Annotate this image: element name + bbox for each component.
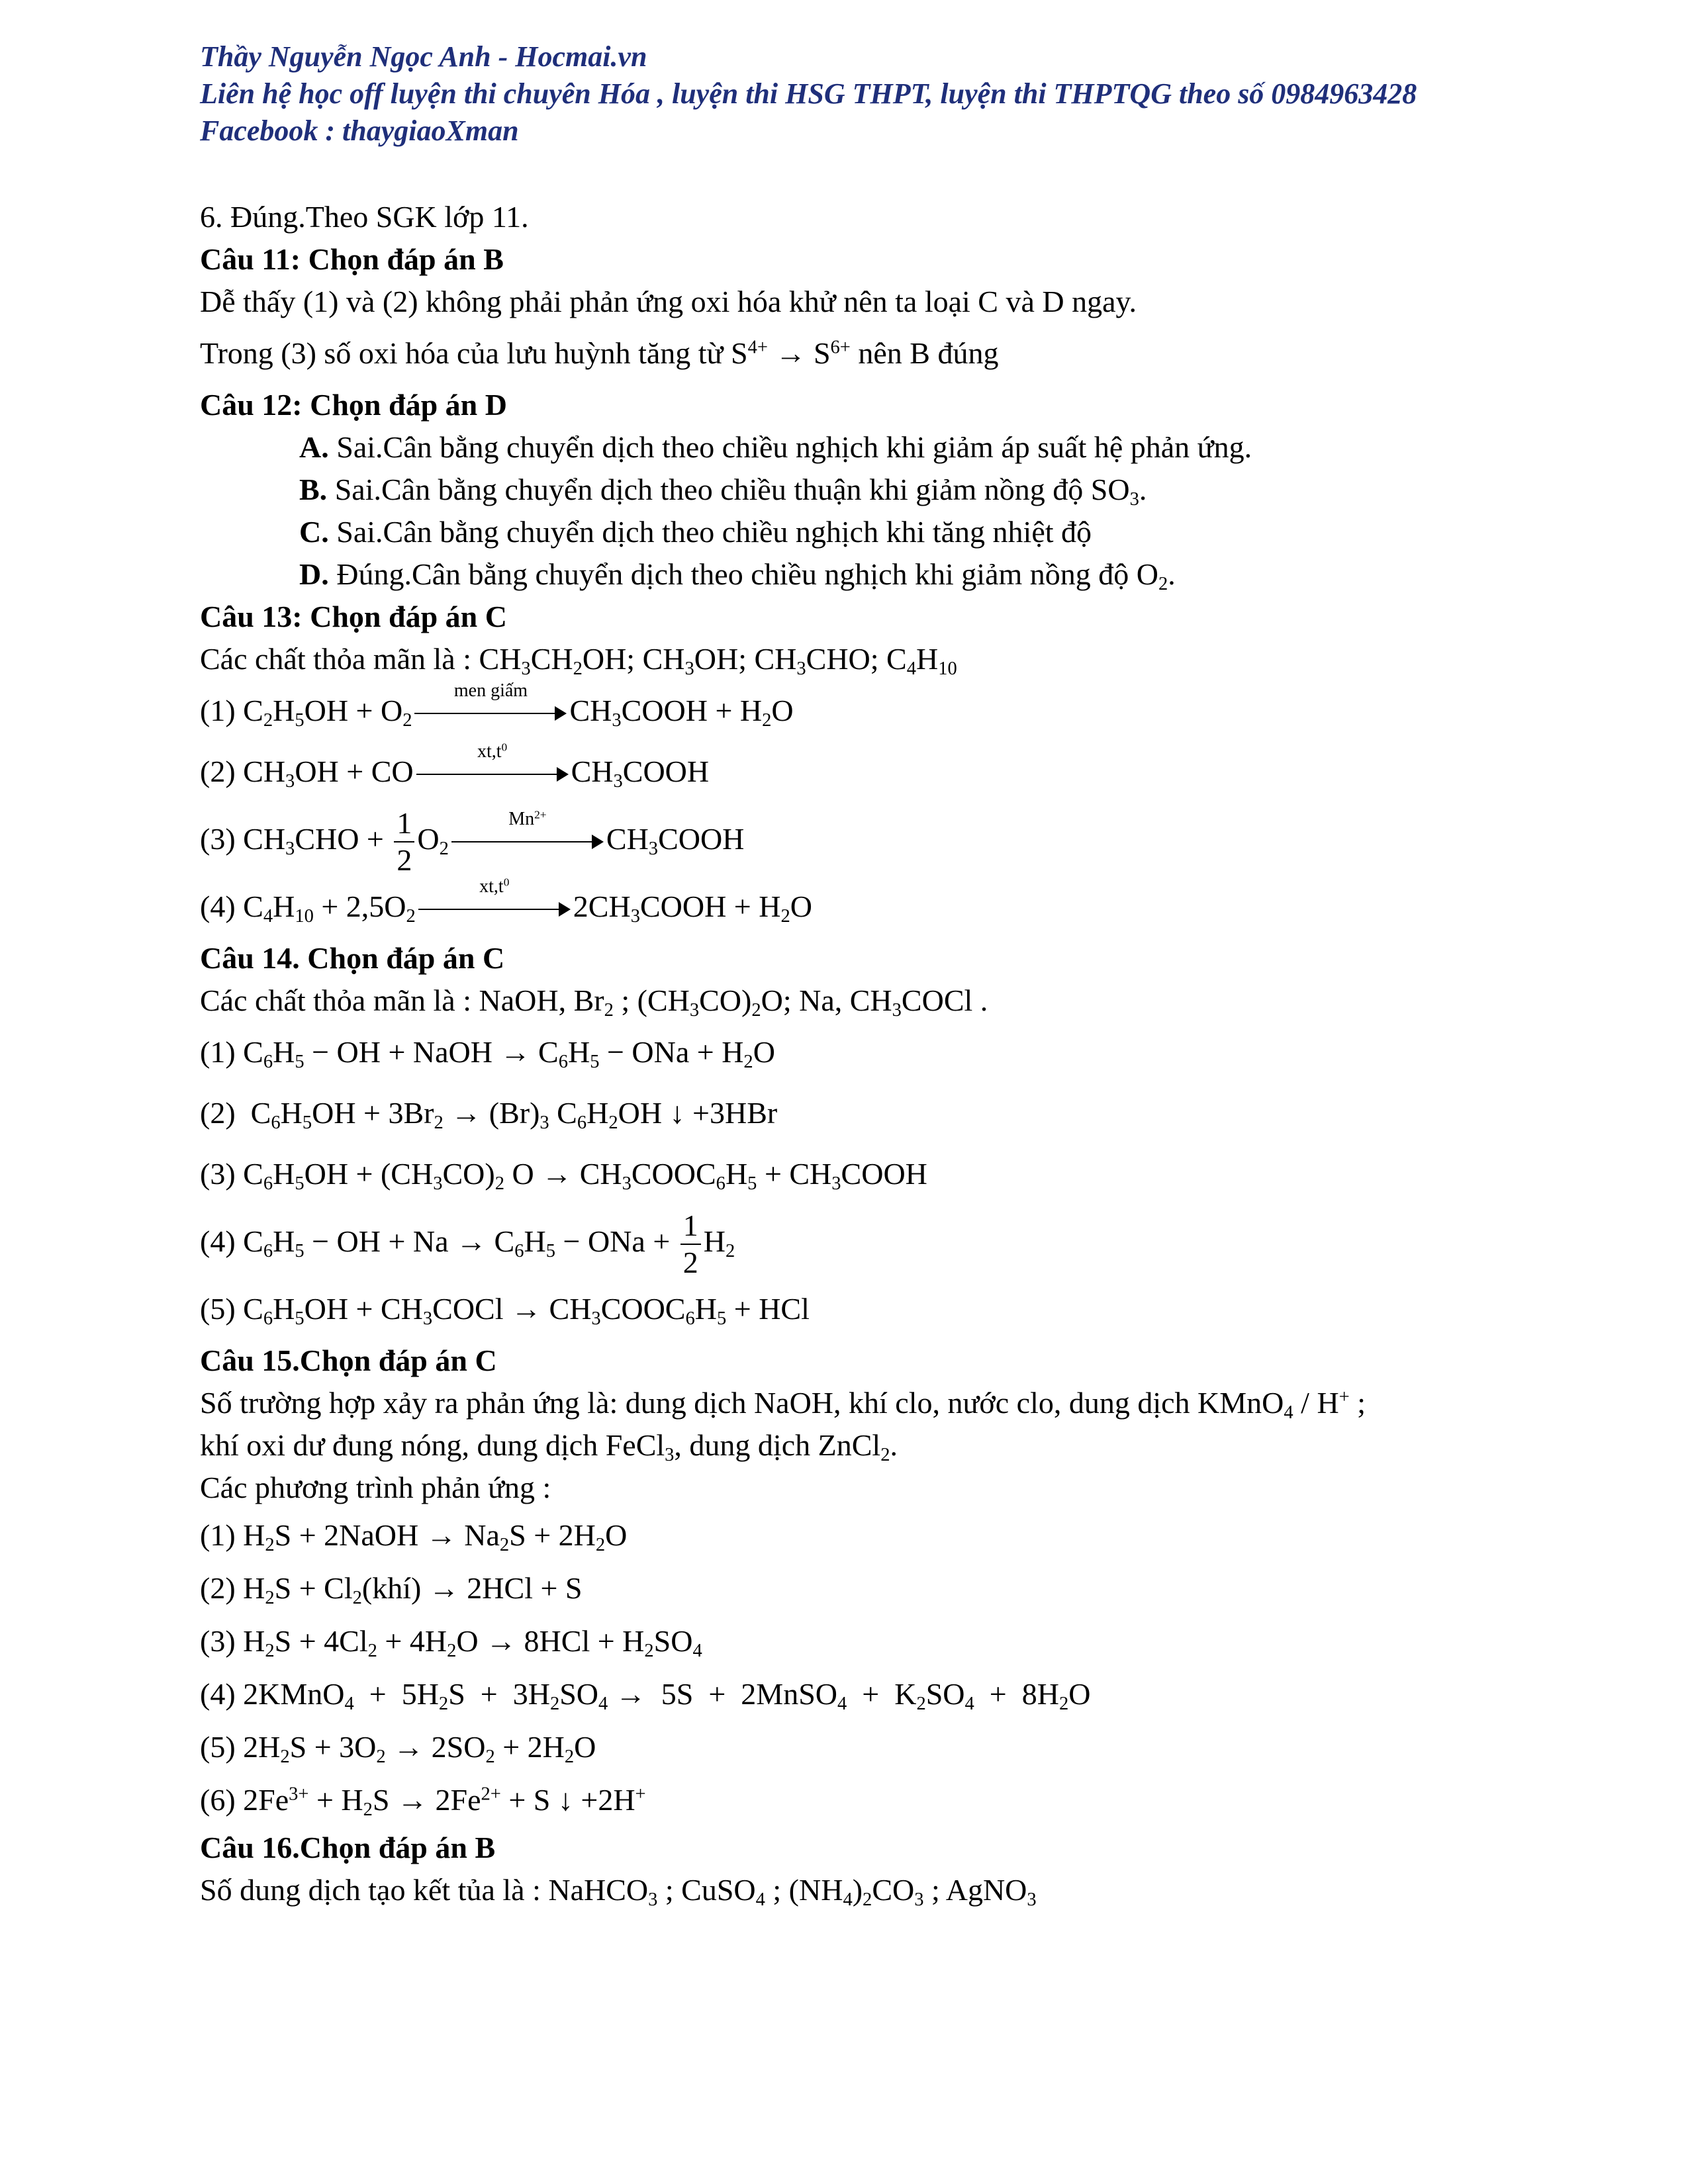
- q11-line2: Trong (3) số oxi hóa của lưu huỳnh tăng từ $S^{4+} \to S^{6+}$ nên B đúng: [200, 336, 999, 370]
- arrow-label: men giấm: [453, 680, 528, 701]
- q14-intro: Các chất thỏa mãn là : NaOH, $Br_2$ ; $(CH_3CO)_2O$; Na, $CH_3COCl$ .: [200, 983, 988, 1021]
- q12-b-label: B.: [299, 473, 328, 506]
- arrow-label: xt,t: [479, 876, 504, 897]
- q15-reaction-6: (6) $2Fe^{3+} + H_2S \to 2Fe^{2+} + S$ ↓ +2H+: [200, 1783, 646, 1820]
- q15-line1: Số trường hợp xảy ra phản ứng là: dung dịch NaOH, khí clo, nước clo, dung dịch KMnO$_4$ / H+ ;: [200, 1386, 1366, 1423]
- reaction-arrow: $xt,t^0$: [416, 767, 569, 780]
- q15-reaction-5: (5) $2H_2S + 3O_2 \to 2SO_2 + 2H_2O$: [200, 1730, 596, 1767]
- fraction-half: $\frac{1}{2}$: [394, 808, 414, 876]
- q14-reaction-3: (3) $C_6H_5OH + (CH_3CO)_2$ $O \to CH_3COOC_6H_5$ + $CH_3COOH$: [200, 1157, 927, 1194]
- arrow-label: Mn: [508, 808, 535, 829]
- q12-a-text: Sai.Cân bằng chuyển dịch theo chiều nghịch khi giảm áp suất hệ phản ứng.: [336, 430, 1252, 464]
- q10-item-6: 6. Đúng.Theo SGK lớp 11.: [200, 200, 529, 234]
- q15-reaction-3: (3) $H_2S + 4Cl_2 + 4H_2O \to 8HCl + H_2SO_4$: [200, 1624, 702, 1661]
- q13-title: Câu 13: Chọn đáp án C: [200, 600, 507, 633]
- q13-reaction-2: (2) $CH_3OH$ + CO $xt,t^0$ $CH_3COOH$: [200, 741, 710, 792]
- q14-reaction-1: (1) $C_6H_5$ − OH + NaOH → $C_6H_5$ − ONa + $H_2O$: [200, 1035, 775, 1072]
- q15-reaction-2: (2) $H_2S$ + $Cl_2(khí) \to 2HCl + S$: [200, 1571, 583, 1608]
- fraction-half: $\frac{1}{2}$: [680, 1210, 701, 1278]
- reaction-arrow: [414, 680, 567, 719]
- q12-a-label: A.: [299, 430, 329, 464]
- q15-reaction-1: (1) $H_2S$ + 2NaOH → $Na_2S + 2H_2O$: [200, 1518, 628, 1555]
- q14-title: Câu 14. Chọn đáp án C: [200, 941, 505, 975]
- q14-reaction-5: (5) $C_6H_5OH$ + $CH_3COCl$ → $CH_3COOC_6H_5$ + HCl: [200, 1292, 810, 1329]
- q15-line2: khí oxi dư đung nóng, dung dịch FeCl$_3$, dung dịch ZnCl$_2$.: [200, 1428, 898, 1465]
- q11-line2-end: nên B đúng: [858, 336, 999, 370]
- q13-reaction-1: (1) $C_2H_5OH + O_2$ men giấm $CH_3COOH + H_2O$: [200, 680, 794, 731]
- q12-b-text: Sai.Cân bằng chuyển dịch theo chiều thuận khi giảm nồng độ SO: [334, 473, 1130, 506]
- q13-reaction-4: (4) $C_4H_{10} + 2,5O_2$ $xt,t^0$ $2CH_3COOH + H_2O$: [200, 876, 812, 927]
- q16-line1-text: Số dung dịch tạo kết tủa là : NaHCO: [200, 1873, 649, 1907]
- document-body: [200, 196, 1524, 1911]
- q14-reaction-4: (4) $C_6H_5$ − OH + $Na \to C_6H_5$ − ONa + $\frac{1}{2}$ $H_2$: [200, 1208, 735, 1280]
- q15-line1-text: Số trường hợp xảy ra phản ứng là: dung dịch NaOH, khí clo, nước clo, dung dịch KMnO: [200, 1386, 1284, 1420]
- q13-intro: Các chất thỏa mãn là : $CH_3CH_2OH$; $CH_3OH$; $CH_3CHO$; $C_4H_{10}$: [200, 642, 957, 679]
- q12-option-a: [200, 426, 1524, 469]
- q15-line3: Các phương trình phản ứng :: [200, 1471, 551, 1504]
- header-author: Thầy Nguyễn Ngọc Anh - Hocmai.vn: [200, 40, 647, 73]
- q13-reaction-3: (3) $CH_3CHO$ + $\frac{1}{2}$ $O_2$ $Mn^{2+}$ $CH_3COOH$: [200, 806, 745, 878]
- q16-line1: Số dung dịch tạo kết tủa là : NaHCO$_3$ ; CuSO$_4$ ; $(NH_4)_2CO_3$ ; AgNO$_3$: [200, 1873, 1037, 1910]
- q15-line2-text: khí oxi dư đung nóng, dung dịch FeCl: [200, 1428, 665, 1462]
- q11-title: Câu 11: Chọn đáp án B: [200, 242, 504, 276]
- q16-title: Câu 16.Chọn đáp án B: [200, 1831, 496, 1864]
- arrow-label: xt,t: [477, 741, 502, 762]
- q12-option-d: D. Đúng.Cân bằng chuyển dịch theo chiều nghịch khi giảm nồng độ $O_2$.: [299, 557, 1176, 594]
- reaction-arrow: $xt,t^0$: [418, 902, 571, 915]
- reaction-arrow: $Mn^{2+}$: [451, 835, 604, 848]
- q15-line2b-text: , dung dịch ZnCl: [674, 1428, 881, 1462]
- q12-c-label: C.: [299, 515, 329, 549]
- q11-line2-text: Trong (3) số oxi hóa của lưu huỳnh tăng từ: [200, 336, 724, 370]
- header-contact: Liên hệ học off luyện thi chuyên Hóa , luyện thi HSG THPT, luyện thi THPTQG theo số 0984963428: [200, 77, 1417, 110]
- q14-intro-text: Các chất thỏa mãn là : NaOH, Br: [200, 983, 604, 1017]
- header-facebook: Facebook : thaygiaoXman: [200, 114, 519, 147]
- q12-option-c: [200, 511, 1524, 553]
- q12-c-text: Sai.Cân bằng chuyển dịch theo chiều nghịch khi tăng nhiệt độ: [336, 515, 1092, 549]
- q11-line1: Dễ thấy (1) và (2) không phải phản ứng oxi hóa khử nên ta loại C và D ngay.: [200, 285, 1137, 318]
- q15-reaction-4: (4) 2KMnO$_4$ + $5H_2S + 3H_2SO_4 \to 5S$ + 2MnSO$_4$ + $K_2SO_4 + 8H_2O$: [200, 1677, 1091, 1714]
- q14-reaction-2: (2) $C_6H_5OH + 3Br_2 \to (Br)_3$ $C_6H_2OH$ ↓ +3HBr: [200, 1096, 778, 1133]
- page-header: [200, 38, 1524, 150]
- q12-option-b: B. Sai.Cân bằng chuyển dịch theo chiều thuận khi giảm nồng độ $SO_3$.: [299, 473, 1147, 510]
- q13-intro-text: Các chất thỏa mãn là :: [200, 642, 472, 676]
- q15-title: Câu 15.Chọn đáp án C: [200, 1343, 497, 1377]
- q12-d-label: D.: [299, 557, 329, 591]
- q12-d-text: Đúng.Cân bằng chuyển dịch theo chiều nghịch khi giảm nồng độ O: [336, 557, 1158, 591]
- q12-title: Câu 12: Chọn đáp án D: [200, 388, 507, 422]
